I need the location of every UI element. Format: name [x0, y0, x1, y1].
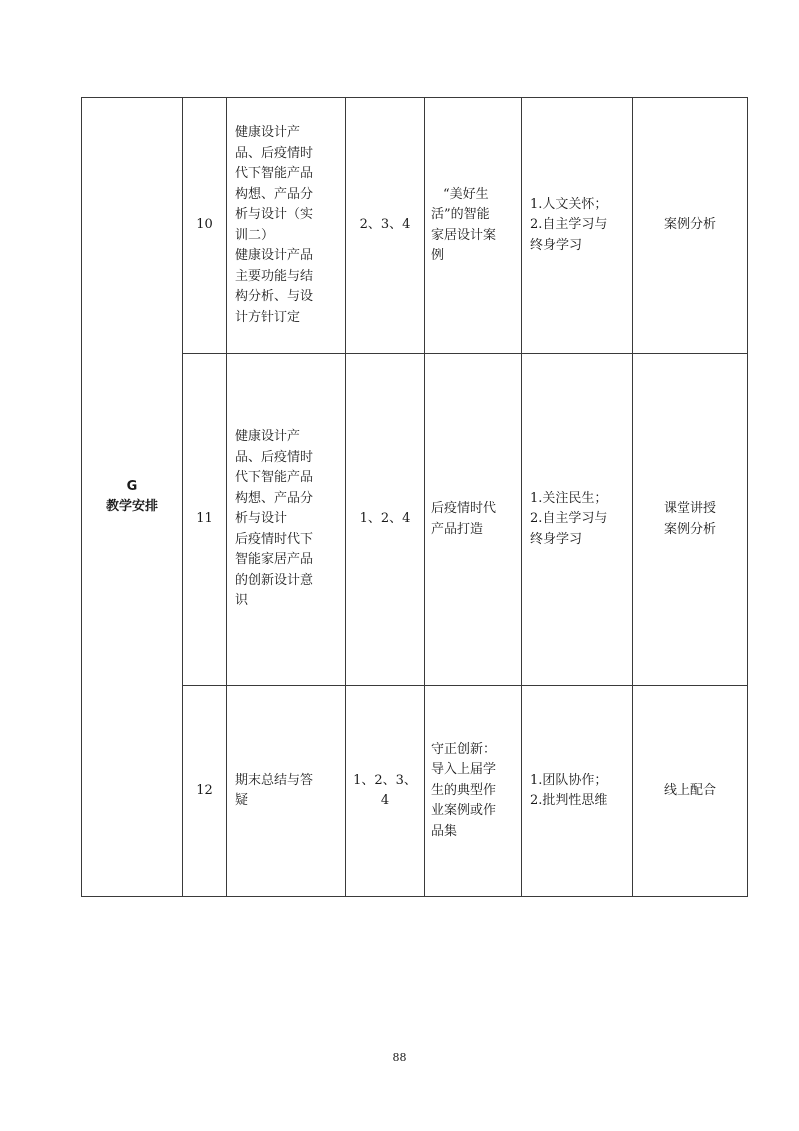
method-line: 案例分析	[663, 217, 716, 233]
ideo-line: 1.团队协作；	[530, 772, 608, 788]
case-line: 后疫情时代	[431, 501, 497, 516]
case-cell	[425, 98, 522, 354]
ideo-line: 终身学习	[530, 531, 583, 547]
ideo-line: 1.人文关怀；	[530, 196, 608, 212]
section-name: 教学安排	[105, 499, 158, 514]
case-line: 品集	[431, 823, 458, 839]
content-line: 疑	[235, 793, 249, 808]
ideo-line: 终身学习	[530, 237, 583, 253]
case-line: 产品打造	[431, 521, 484, 537]
content-line: 构想、产品分	[235, 490, 314, 506]
content-line: 后疫情时代下	[235, 531, 314, 547]
method-line: 线上配合	[663, 782, 716, 798]
case-line: 家居设计案	[431, 227, 497, 243]
content-line: 训二）	[235, 227, 275, 243]
week-number: 10	[183, 98, 227, 354]
ideological-element-cell	[522, 686, 633, 897]
content-line: 代下智能产品	[235, 470, 314, 486]
table-row	[82, 98, 748, 354]
content-line: 构分析、与设	[235, 289, 314, 304]
case-line: 守正创新：	[431, 741, 497, 757]
teaching-content-cell	[227, 354, 346, 686]
content-line: 健康设计产	[235, 125, 301, 140]
case-line: “美好生	[443, 186, 489, 202]
teaching-content-cell	[227, 98, 346, 354]
content-line: 品、后疫情时	[235, 145, 314, 161]
ideological-element-cell	[522, 98, 633, 354]
ideo-line: 1.关注民生；	[530, 490, 608, 506]
content-line: 健康设计产	[235, 429, 301, 445]
content-line: 代下智能产品	[235, 166, 314, 181]
ideo-line: 2.批判性思维	[530, 793, 608, 808]
section-label-cell	[82, 98, 183, 897]
method-line: 课堂讲授	[663, 501, 716, 516]
content-line: 主要功能与结	[235, 268, 314, 284]
ideological-element-cell	[522, 354, 633, 686]
hours-line: 4	[380, 793, 390, 808]
case-cell	[425, 354, 522, 686]
hours-cell: 2、3、4	[346, 98, 425, 354]
page-number: 88	[392, 1051, 407, 1064]
content-line: 析与设计	[235, 511, 288, 527]
content-line: 期末总结与答	[235, 772, 314, 788]
teaching-method-cell	[633, 354, 748, 686]
content-line: 智能家居产品	[235, 552, 314, 568]
teaching-schedule-table	[81, 97, 748, 897]
case-cell	[425, 686, 522, 897]
method-line: 案例分析	[663, 521, 716, 537]
content-line: 的创新设计意	[235, 572, 314, 588]
teaching-content-cell	[227, 686, 346, 897]
content-line: 构想、产品分	[235, 186, 314, 202]
ideo-line: 2.自主学习与	[530, 511, 608, 527]
teaching-method-cell	[633, 686, 748, 897]
case-line: 活”的智能	[431, 207, 490, 222]
case-line: 导入上届学	[431, 762, 497, 778]
week-number: 12	[183, 686, 227, 897]
content-line: 健康设计产品	[235, 248, 314, 263]
hours-cell	[346, 686, 425, 897]
section-code: G	[126, 478, 138, 494]
content-line: 识	[235, 593, 249, 609]
case-line: 业案例或作	[431, 803, 497, 819]
content-line: 析与设计（实	[235, 207, 314, 222]
case-line: 例	[431, 248, 445, 263]
case-line: 生的典型作	[431, 782, 497, 798]
content-line: 品、后疫情时	[235, 449, 314, 465]
ideo-line: 2.自主学习与	[530, 217, 608, 233]
content-line: 计方针订定	[235, 309, 301, 325]
week-number: 11	[183, 354, 227, 686]
hours-line: 1、2、3、	[353, 772, 417, 788]
teaching-method-cell	[633, 98, 748, 354]
hours-cell: 1、2、4	[346, 354, 425, 686]
